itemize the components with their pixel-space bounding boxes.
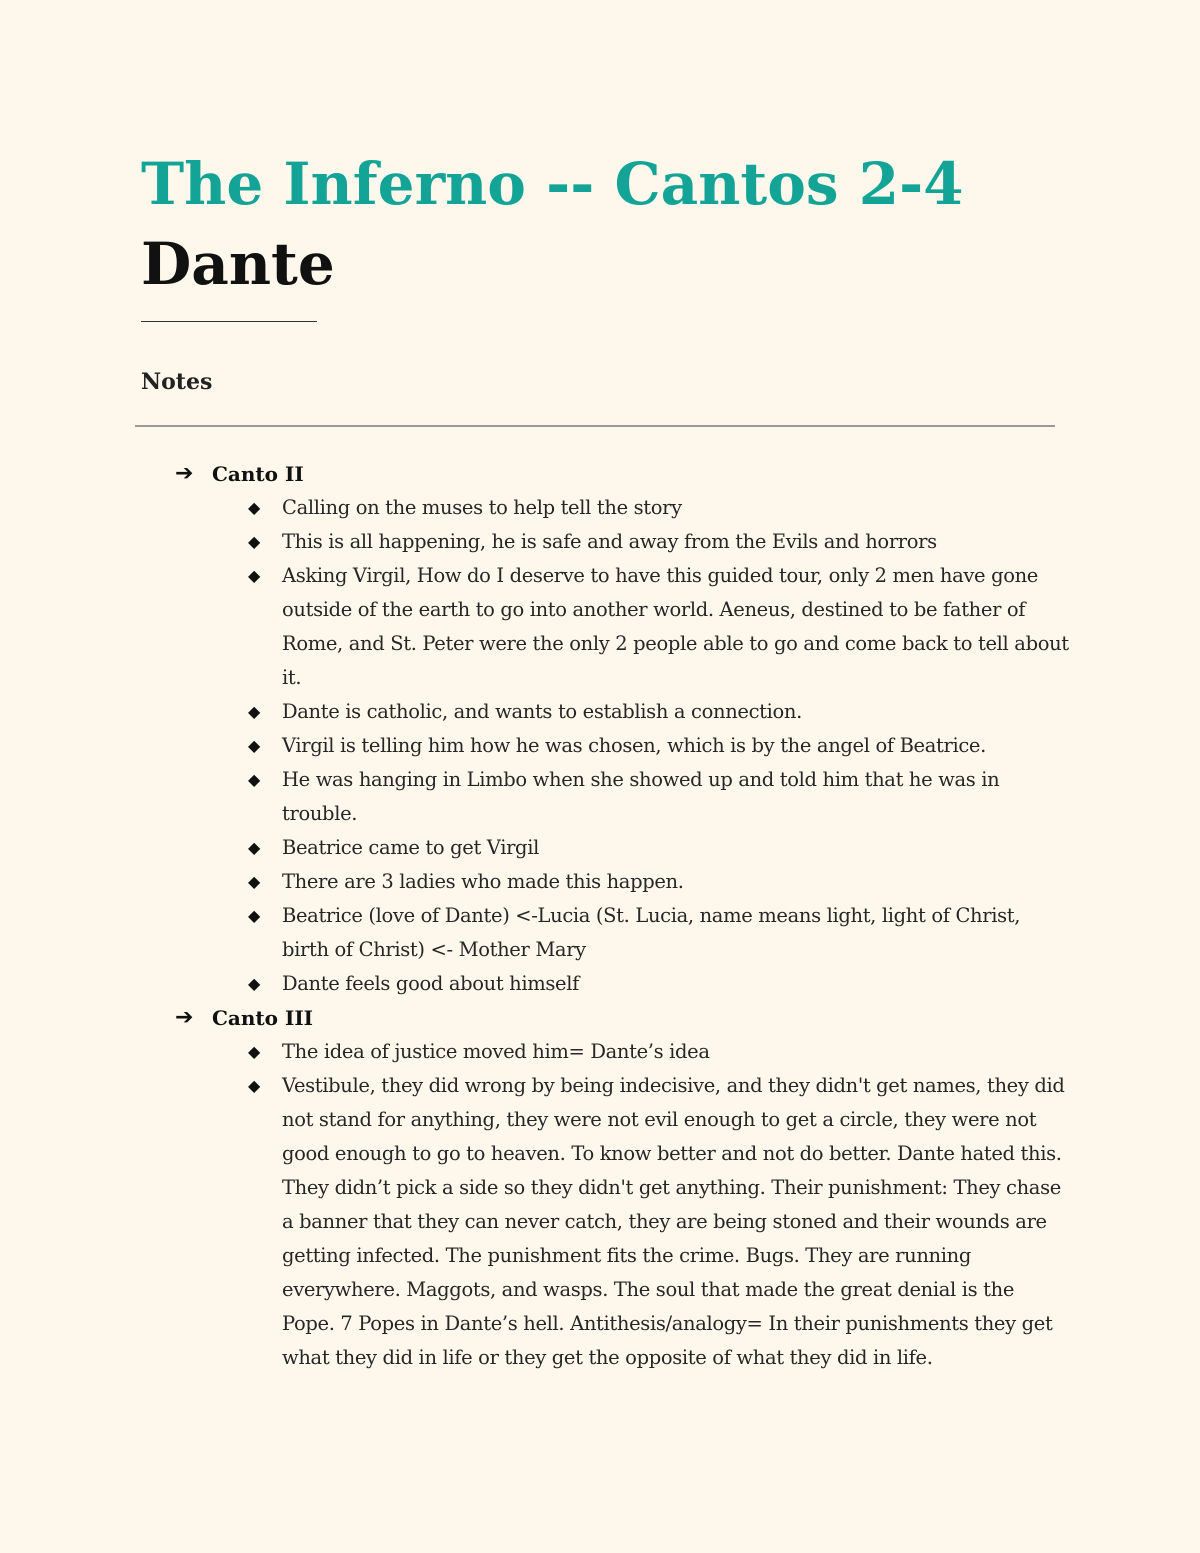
bullet-item [0,899,1072,967]
diamond-bullet-icon: ◆ [248,1042,260,1061]
notes-heading: Notes [141,369,213,395]
diamond-bullet-icon: ◆ [248,702,260,721]
bullet-item [0,763,1072,831]
right-arrow-icon: ➔ [175,461,194,486]
bullet-text: Calling on the muses to help tell the story [282,496,682,519]
bullet-item [0,559,1072,695]
bullet-item [0,967,1072,1001]
diamond-bullet-icon: ◆ [248,838,260,857]
right-arrow-icon: ➔ [175,1005,194,1030]
bullet-item [0,491,1072,525]
diamond-bullet-icon: ◆ [248,736,260,755]
canto-heading [0,457,1200,491]
canto-section [0,457,1200,1001]
bullet-item [0,729,1072,763]
canto-section [0,1001,1200,1375]
title-underline-divider [141,321,317,322]
diamond-bullet-icon: ◆ [248,872,260,891]
canto-bullet-list [0,491,1200,1001]
bullet-text: Virgil is telling him how he was chosen, which is by the angel of Beatrice. [282,734,986,757]
canto-label: Canto II [212,462,304,486]
bullet-text: Beatrice came to get Virgil [282,836,539,859]
bullet-item [0,831,1072,865]
canto-label: Canto III [212,1006,314,1030]
document-author: Dante [141,230,335,298]
bullet-item [0,1035,1072,1069]
diamond-bullet-icon: ◆ [248,532,260,551]
notes-outline [0,457,1200,1375]
bullet-item [0,695,1072,729]
bullet-item [0,525,1072,559]
bullet-text: The idea of justice moved him= Dante’s idea [282,1040,710,1063]
bullet-text: Dante is catholic, and wants to establish a connection. [282,700,802,723]
diamond-bullet-icon: ◆ [248,906,260,925]
document-title: The Inferno -- Cantos 2-4 [141,150,964,218]
bullet-text: He was hanging in Limbo when she showed up and told him that he was in trouble. [282,768,1000,825]
diamond-bullet-icon: ◆ [248,498,260,517]
bullet-text: Asking Virgil, How do I deserve to have this guided tour, only 2 men have gone outside of the earth to go into another world. Aeneus, destined to be father of Rome, and St. Peter were the only 2 people able to go and come back to tell about it. [282,564,1069,689]
bullet-text: This is all happening, he is safe and away from the Evils and horrors [282,530,937,553]
canto-bullet-list [0,1035,1200,1375]
section-divider [135,425,1055,427]
canto-heading [0,1001,1200,1035]
bullet-item [0,865,1072,899]
diamond-bullet-icon: ◆ [248,1076,260,1095]
bullet-item [0,1069,1072,1375]
bullet-text: Dante feels good about himself [282,972,580,995]
bullet-text: Beatrice (love of Dante) <-Lucia (St. Lucia, name means light, light of Christ, birth of Christ) <- Mother Mary [282,904,1021,961]
diamond-bullet-icon: ◆ [248,770,260,789]
bullet-text: There are 3 ladies who made this happen. [282,870,684,893]
bullet-text: Vestibule, they did wrong by being indecisive, and they didn't get names, they did not stand for anything, they were not evil enough to get a circle, they were not good enough to go to heaven. To know better and not do better. Dante hated this. They didn’t pick a side so they didn't get anything. Their punishment: They chase a banner that they can never catch, they are being stoned and their wounds are getting infected. The punishment fits the crime. Bugs. They are running everywhere. Maggots, and wasps. The soul that made the great denial is the Pope. 7 Popes in Dante’s hell. Antithesis/analogy= In their punishments they get what they did in life or they get the opposite of what they did in life. [282,1074,1065,1369]
diamond-bullet-icon: ◆ [248,974,260,993]
diamond-bullet-icon: ◆ [248,566,260,585]
